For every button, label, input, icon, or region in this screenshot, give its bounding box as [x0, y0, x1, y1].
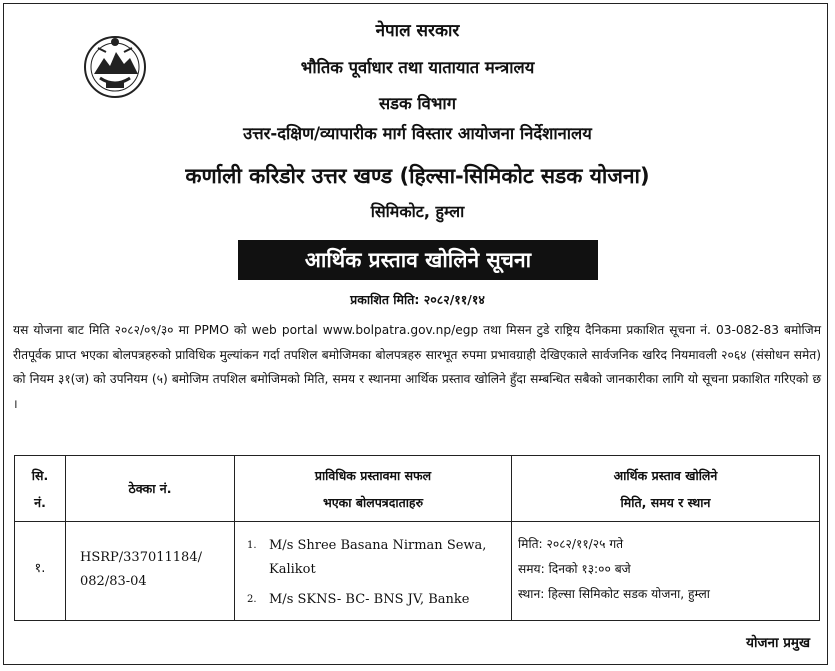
sn-value: १. [34, 561, 46, 576]
bidder-number: 1. [247, 540, 257, 551]
bidder-number: 2. [247, 594, 257, 605]
header-government: नेपाल सरकार [375, 21, 460, 41]
col-header-financial-line1: आर्थिक प्रस्ताव खोलिने [613, 467, 718, 483]
table-header-row [15, 456, 820, 522]
col-header-sn-line2: नं. [34, 494, 46, 510]
col-header-financial [512, 456, 820, 522]
col-header-bidders-line1: प्राविधिक प्रस्तावमा सफल [314, 467, 432, 483]
header-ministry: भौतिक पूर्वाधार तथा यातायात मन्त्रालय [300, 58, 535, 77]
opening-time: समय: दिनको १३:०० बजे [518, 562, 631, 576]
table-row [15, 522, 820, 621]
col-header-bidders-line2: भएका बोलपत्रदाताहरु [322, 494, 424, 510]
published-date: प्रकाशित मिति: २०८२/११/१४ [350, 292, 485, 307]
opening-place: स्थान: हिल्सा सिमिकोट सडक योजना, हुम्ला [518, 587, 710, 601]
bid-table [14, 455, 820, 621]
header-directorate: उत्तर-दक्षिण/व्यापारीक मार्ग विस्तार आयोजना निर्देशानालय [243, 124, 592, 143]
header-department: सडक विभाग [378, 94, 456, 113]
notice-title: आर्थिक प्रस्ताव खोलिने सूचना [238, 240, 598, 280]
col-header-contract: ठेक्का नं. [66, 456, 235, 522]
contract-number-line2: 082/83-04 [80, 574, 147, 589]
header-project: कर्णाली करिडोर उत्तर खण्ड (हिल्सा-सिमिकोट सडक योजना) [185, 164, 650, 188]
bidder-name: M/s SKNS- BC- BNS JV, Banke [269, 592, 470, 607]
bidder-name: M/s Shree Basana Nirman Sewa, Kalikot [269, 538, 487, 577]
cell-financial-opening [512, 522, 820, 621]
col-header-sn [15, 456, 66, 522]
col-header-bidders [235, 456, 512, 522]
header-location: सिमिकोट, हुम्ला [370, 202, 465, 221]
signature-title: योजना प्रमुख [746, 635, 810, 651]
opening-date: मिति: २०८२/११/२५ गते [518, 537, 624, 551]
bidder-list [235, 534, 511, 612]
notice-body: यस योजना बाट मिति २०८२/०९/३० मा PPMO को web portal www.bolpatra.gov.np/egp तथा मिसन टुडे राष्ट्रिय दैनिकमा प्रकाशित सूचना नं. 03-082-83 बमोजिम रीतपूर्वक प्राप्त भएका बोलपत्रहरुको प्राविधिक मुल्यांकन गर्दा तपशिल बमोजिमका बोलपत्रहरु सारभूत रुपमा प्रभावग्राही देखिएकाले सार्वजनिक खरिद नियमावली २०६४ (संसोधन समेत) को नियम ३१(ज) को उपनियम (५) बमोजिम तपशिल बमोजिमको मिति, समय र स्थानमा आर्थिक प्रस्ताव खोलिने हुँदा सम्बन्धित सबैको जानकारीका लागि यो सूचना प्रकाशित गरिएको छ । [13, 323, 821, 411]
cell-contract [66, 522, 235, 621]
list-item [235, 534, 511, 582]
col-header-financial-line2: मिति, समय र स्थान [620, 494, 711, 510]
cell-sn [15, 522, 66, 621]
list-item [235, 588, 511, 612]
contract-number-line1: HSRP/337011184/ [80, 550, 202, 565]
cell-bidders [235, 522, 512, 621]
col-header-sn-line1: सि. [31, 467, 49, 483]
